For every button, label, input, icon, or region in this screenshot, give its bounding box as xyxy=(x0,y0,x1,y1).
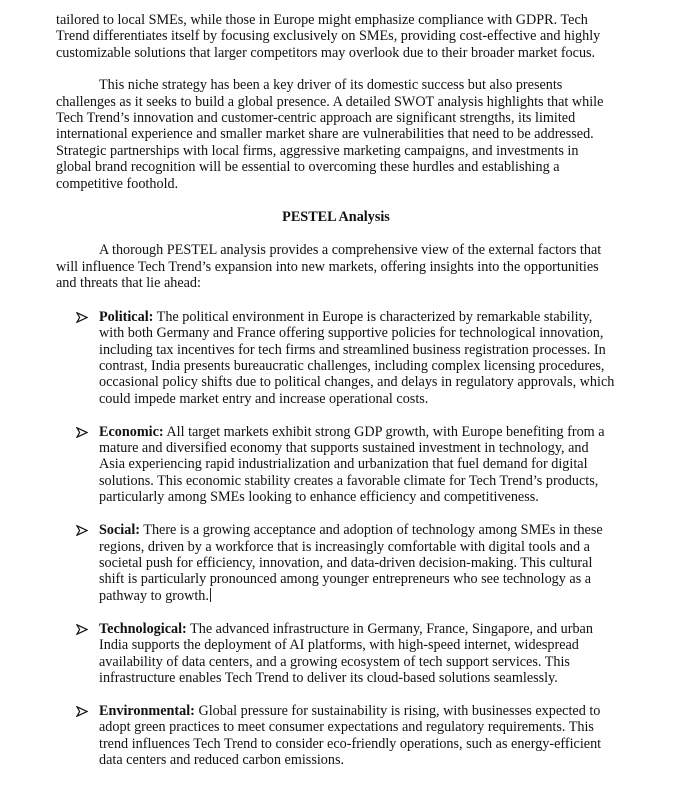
bullet-social xyxy=(56,522,616,604)
bullet-term: Technological: xyxy=(99,620,187,637)
bullet-text: All target markets exhibit strong GDP growth, with Europe benefiting from a mature and diversified economy that supports sustained investment in technology, and Asia experiencing rapid industrialization and urbanization that fuel demand for digital solutions. This economic stability creates a favorable climate for Tech Trend’s products, particularly among SMEs looking to enhance efficiency and competitiveness. xyxy=(99,423,605,506)
bullet-text: Global pressure for sustainability is rising, with businesses expected to adopt green practices to meet consumer expectations and regulatory requirements. This trend influences Tech Trend to consider eco-friendly operations, such as energy-efficient data centers and reduced carbon emissions. xyxy=(99,702,602,769)
pestel-intro-paragraph: A thorough PESTEL analysis provides a comprehensive view of the external factors that will influence Tech Trend’s expansion into new markets, offering insights into the opportunities and threats that lie ahead: xyxy=(56,242,602,292)
arrow-bullet-icon xyxy=(76,703,90,719)
document-page[interactable] xyxy=(56,12,616,785)
arrow-bullet-icon xyxy=(76,309,90,325)
bullet-text: The political environment in Europe is characterized by remarkable stability, with both Germany and France offering supportive policies for technological innovation, including tax incentives for tech firms and streamlined business registration processes. In contrast, India presents bureaucratic challenges, including complex licensing procedures, occasional policy shifts due to political changes, and delays in regulatory approvals, which could impede market entry and increase operational costs. xyxy=(99,308,615,407)
bullet-term: Environmental: xyxy=(99,702,195,719)
bullet-term: Economic: xyxy=(99,423,164,440)
bullet-term: Social: xyxy=(99,522,140,539)
bullet-text: There is a growing acceptance and adoption of technology among SMEs in these regions, driven by a workforce that is increasingly comfortable with digital tools and a societal push for efficiency, innovation, and data-driven decision-making. This cultural shift is particularly pronounced among younger entrepreneurs who see technology as a pathway to growth. xyxy=(99,522,603,604)
continued-paragraph: tailored to local SMEs, while those in Europe might emphasize compliance with GDPR. Tech Trend differentiates itself by focusing exclusively on SMEs, providing cost-effective and highly customizable solutions that larger competitors may overlook due to their broader market focus. xyxy=(56,12,601,61)
arrow-bullet-icon xyxy=(76,621,90,637)
text-cursor xyxy=(210,588,211,602)
arrow-bullet-icon xyxy=(76,522,90,538)
bullet-text: The advanced infrastructure in Germany, France, Singapore, and urban India supports the deployment of AI platforms, with high-speed internet, widespread availability of data centers, and a growing ecosystem of tech support services. This infrastructure enables Tech Trend to deliver its cloud-based solutions seamlessly. xyxy=(99,620,593,686)
bullet-term: Political: xyxy=(99,308,154,325)
arrow-bullet-icon xyxy=(76,424,90,440)
pestel-bullet-list xyxy=(56,309,616,769)
bullet-economic xyxy=(56,424,616,506)
bullet-technological xyxy=(56,621,616,687)
bullet-political xyxy=(56,309,616,407)
niche-strategy-paragraph: This niche strategy has been a key driver of its domestic success but also presents challenges as it seeks to build a global presence. A detailed SWOT analysis highlights that while Tech Trend’s innovation and customer-centric approach are significant strengths, its limited international experience and smaller market share are vulnerabilities that need to be addressed. Strategic partnerships with local firms, aggressive marketing campaigns, and investments in global brand recognition will be essential to overcoming these hurdles and establishing a competitive foothold. xyxy=(56,77,604,192)
bullet-environmental xyxy=(56,703,616,769)
section-heading: PESTEL Analysis xyxy=(282,209,390,226)
